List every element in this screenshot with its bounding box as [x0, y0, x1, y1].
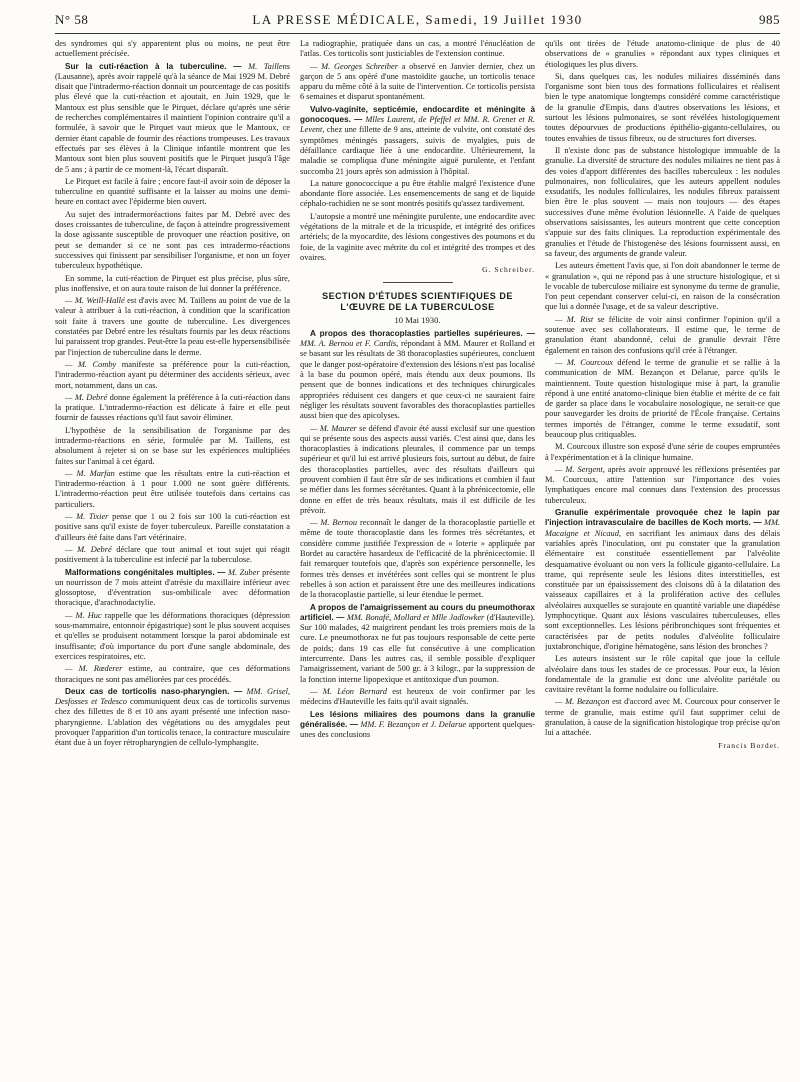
- entry-text: se défend d'avoir été aussi exclusif sur une question qui se présente sous des aspects aussi variés. C'est ainsi que, dans les thoracoplasties à indications pleurales, il commence par un temps supérieur et qu'il lui est arrivé plusieurs fois, surtout au début, de faire des thoracoplasties partielles, avec des résultats d'ailleurs qui prouvent combien il faut être sûr de ses indications et combien il faut se méfier dans les formes sécrétantes. Quant à la phrénicectomie, elle donne en effet de très beaux résultats, mais il est difficile de les prévoir.: [300, 423, 535, 515]
- author: MM. A. Bernou et F. Cardis,: [300, 339, 399, 349]
- entry-text: reconnaît le danger de la thoracoplastie partielle et même de toute thoracoplastie dans les formes très sécrétantes, et considère comme justifiée l'expression de « loterie » appliquée par Bordet au caractère hasardeux de l'efficacité de la phrénicectomie. Il fait remarquer toutefois que, d'après son expérience personnelle, les formes très denses et invétérées sont celles qui se montrent le plus rebelles à son action et paraissent être une des meilleures indications de la thoracoplastie partielle, si leur étendue le permet.: [300, 518, 535, 600]
- entry-text: donne également la préférence à la cuti-réaction dans la pratique. L'intradermo-réaction est délicate à faire et elle peut fournir de fausses réactions qu'il faut savoir éliminer.: [55, 392, 290, 423]
- entry-text: (Lausanne), après avoir rappelé qu'à la séance de Mai 1929 M. Debré disait que l'intradermo-réaction donnait un pourcentage de cas positifs plus élevé que la cuti-réaction et ajoutait, en Juin 1929, que le Mantoux est plus sensible que le Pirquet, déclare qu'après une série de recherches complémentaires il maintient l'opinion contraire qu'il a formulée, à savoir que le Pirquet vaut mieux que le Mantoux, ce dernier étant capable de fournir des réactions trompeuses. Les travaux effectués par ses élèves à la Clinique infantile montrent que les Mantoux sont bien plus souvent positifs que le Pirquet jusqu'à l'âge de 5 ans ; à partir de ce moment-là, l'écart disparaît.: [55, 71, 290, 174]
- entry-title: Les lésions miliaires des poumons dans la granulie généralisée. —: [300, 709, 535, 729]
- paragraph: La nature gonococcique a pu être établie malgré l'existence d'une abondante flore associée. Les ensemencements de sang et de liquide céphalo-rachidien ne se sont montrés positifs qu'assez tardivement.: [300, 178, 535, 209]
- entry-text: estime, au contraire, que ces déformations thoraciques ne sont pas améliorées par ces procédés.: [55, 664, 290, 684]
- paragraph: des syndromes qui s'y apparentent plus ou moins, ne peut être actuellement précisée.: [55, 39, 290, 59]
- author: — M. Bernou: [310, 518, 358, 528]
- paragraph: La radiographie, pratiquée dans un cas, a montré l'énucléation de l'atlas. Ces torticolis sont justiciables de l'extension continue.: [300, 39, 535, 59]
- author: — M. Rœderer: [65, 664, 123, 674]
- paragraph: [55, 568, 290, 609]
- entry-text: pense que 1 ou 2 fois sur 100 la cuti-réaction est positive sans qu'il existe de foyer tuberculeux. Pareille constatation a d'ailleurs été faite dans l'art vétérinaire.: [55, 512, 290, 542]
- author: — M. Tixier: [65, 512, 109, 522]
- paragraph: [300, 329, 535, 422]
- signature: G. Schreiber.: [482, 265, 535, 275]
- paragraph: [55, 62, 290, 175]
- paragraph: [545, 697, 780, 738]
- entry-text: rappelle que les déformations thoraciques (dépression sous-mammaire, entonnoir épigastrique) sont le plus souvent acquises et qu'elles se produisent notamment lorsque la paroi abdominale est insuffisante; d'où importance du port d'une sangle abdominale, des exercices respiratoires, etc.: [55, 610, 290, 661]
- entry-text: (d'Hauteville). Sur 100 malades, 42 maigrirent pendant les trois premiers mois de la cure. Le pneumothorax ne fut pas toujours responsable de cette perte de poids; dans 19 cas elle fut consécutive à une complication intercurrente. Dans les autres cas, il semble possible d'expliquer l'amaigrissement, variant de 500 gr. à 3 kilogr., par la suppression de la fonction interne lipopexique et antitoxique d'un poumon.: [300, 612, 535, 684]
- entry-text: est d'avis avec M. Taillens au point de vue de la valeur à attribuer à la cuti-réaction, à condition que la scarification soit faite à travers une goutte de tuberculine. Les divergences constatées par Debré entre les résultats fournis par les deux réactions lui paraissent trop grandes. Peut-être la peau est-elle hypersensibilisée par l'injection de tuberculine dans le derme.: [55, 296, 290, 357]
- author: MM. F. Bezançon et J. Delarue: [360, 719, 467, 729]
- page-number: 985: [759, 12, 780, 27]
- author: — M. Rist: [555, 314, 594, 324]
- paragraph: [300, 687, 535, 708]
- author: — M. Weill-Hallé: [65, 296, 125, 306]
- author: Mlles Laurent, de Pfeffel et MM. R. Grenet et R. Levent,: [300, 115, 535, 135]
- column-2: [300, 39, 535, 1079]
- entry-title: Vulvo-vaginite, septicémie, endocardite et méningite à gonocoques. —: [300, 104, 535, 125]
- paragraph: [545, 508, 780, 652]
- section-date: 10 Mai 1930.: [394, 314, 441, 325]
- author: — M. Georges Schreiber: [310, 61, 398, 71]
- author: — M. Comby: [65, 359, 117, 369]
- entry-text: communiquent deux cas de torticolis survenus chez des fillettes de 8 et 10 ans ayant présenté une infection naso-pharyngienne. L'ablation des végétations ou des amygdales peut provoquer l'apparition d'un torticolis tenace, la contracture musculaire étant due à un foyer rétropharyngien de cellulo-lymphangite.: [55, 697, 290, 748]
- author: M. Zuber: [228, 567, 260, 577]
- paragraph: L'hypothèse de la sensibilisation de l'organisme par des intradermo-réactions en série, formulée par M. Taillens, est absolument à rejeter si on se base sur les expériences multipliées faites sur l'animal à cet égard.: [55, 425, 290, 466]
- entry-title: A propos des thoracoplasties partielles supérieures. —: [310, 328, 535, 338]
- article-columns: [55, 39, 780, 1079]
- column-3: [545, 39, 780, 1079]
- paragraph: L'autopsie a montré une méningite purulente, une endocardite avec végétations de la mitrale et de la tricuspide, et intégrité des orifices artériels; de la myocardite, des lésions congestives des poumons et du foie, de la vaginite avec métrite du col et intégrité des trompes et des ovaires.: [300, 211, 535, 262]
- paragraph: [55, 611, 290, 662]
- author: — M. Courcoux: [555, 357, 613, 367]
- paragraph: [55, 469, 290, 510]
- paragraph: Le Pirquet est facile à faire ; encore faut-il avoir soin de déposer la tuberculine en quantité suffisante et la laisser au moins une demi-heure en contact avec l'épiderme bien ouvert.: [55, 176, 290, 207]
- entry-title: Malformations congénitales multiples. —: [65, 567, 226, 577]
- author: MM. Macaigne et Nicaud,: [545, 518, 780, 538]
- entry-text: se félicite de voir ainsi confirmer l'opinion qu'il a soutenue avec ses collaborateurs. Il estime que, le terme de granulation étant abandonné, celui de granulie devrait l'être également en raison des confusions qu'il crée à l'étranger.: [545, 314, 780, 355]
- paragraph: [55, 296, 290, 358]
- entry-text: déclare que tout animal et tout sujet qui réagit positivement à la tuberculine est infecté par la tuberculose.: [55, 544, 290, 565]
- entry-text: apportent quelques-unes des conclusions: [300, 719, 535, 740]
- column-1: [55, 39, 290, 1079]
- journal-title: LA PRESSE MÉDICALE, Samedi, 19 Juillet 1930: [252, 12, 583, 27]
- paragraph: [55, 664, 290, 685]
- paragraph: qu'ils ont tirées de l'étude anatomo-clinique de plus de 40 observations de « granulies » répondant aux types cliniques et étiologiques les plus divers.: [545, 39, 780, 69]
- paragraph: Les auteurs insistent sur le rôle capital que joue la cellule alvéolaire dans tous les stades de ce processus. Pour eux, la lésion fondamentale de la granulie est donc une alvéolite pariétale ou cavitaire revêtant la forme nodulaire ou folliculaire.: [545, 654, 780, 695]
- author: — M. Bezançon: [555, 697, 610, 707]
- entry-text: a observé en Janvier dernier, chez un garçon de 5 ans opéré d'une mastoïdite gauche, un torticolis tenace apparu du même côté à la suite de l'intervention. Ce torticolis persista 6 semaines et disparut spontanément.: [300, 61, 535, 102]
- entry-title: Granulie expérimentale provoquée chez le lapin par l'injection intravasculaire de bacilles de Koch morts. —: [545, 508, 780, 528]
- paragraph: [55, 512, 290, 543]
- signature: Francis Bordet.: [718, 740, 780, 750]
- page-header: [55, 12, 780, 34]
- paragraph: [55, 360, 290, 391]
- entry-text: défend le terme de granulie et se rallie à la communication de MM. Bezançon et Delarue, parce qu'ils le maintiennent. Toute question histologique mise à part, la granulie répond à une entité anatomo-clinique bien établie et mérite de ce fait de garder sa place dans le vocabulaire nosologique, ne serait-ce que pour sauvegarder les droits de priorité de l'École française. Certains termes importés de l'étranger, comme le terme exsudatif, sont beaucoup plus critiquables.: [545, 357, 780, 439]
- paragraph: [300, 105, 535, 177]
- entry-title: A propos de l'amaigrissement au cours du pneumothorax artificiel. —: [300, 602, 535, 622]
- author: — M. Sergent,: [555, 464, 605, 474]
- paragraph: Les auteurs émettent l'avis que, si l'on doit abandonner le terme de « granulation », qui ne répond pas à une structure histologique, et si le vocable de tuberculose miliaire est synonyme du terme de granulie, l'on peut cependant conserver celui-ci, en raison de la consécration que lui a donnée l'usage, et de sa valeur descriptive.: [545, 261, 780, 312]
- paragraph: Si, dans quelques cas, les nodules miliaires disséminés dans l'organisme sont bien tous des formations folliculaires et réalisent bien le type anatomique longtemps considéré comme caractéristique de la granulie d'Empis, dans d'autres observations les lésions, et surtout les lésions pulmonaires, se sont révélées histologiquement toutes dépourvues de productions épithélio-giganto-cellulaires, ou toutes envahies de tissus fibreux, ou de structures fort diverses.: [545, 71, 780, 143]
- paragraph: Il n'existe donc pas de substance histologique immuable de la granulie. La diversité de structure des nodules miliaires ne tient pas à des voies d'apport différentes des bacilles tuberculeux : les nodules pulmonaires, non folliculaires, que les auteurs appellent nodules exsudatifs, les nodules folliculaires, les nodules fibreux paraissent bien être le plus souvent — mais non toujours — des étapes successives d'une même évolution lésionnelle. A l'aide de quelques observations saisissantes, les auteurs montrent que cette conception s'appuie sur des faits cliniques. La reproduction expérimentale des granulies et l'étude de l'histogenèse des lésions fournissent aussi, en sa faveur, des arguments de grande valeur.: [545, 145, 780, 258]
- issue-number: N° 58: [55, 12, 89, 27]
- paragraph: [300, 518, 535, 600]
- paragraph: [300, 424, 535, 517]
- paragraph: [300, 603, 535, 685]
- paragraph: [545, 465, 780, 506]
- author: — M. Huc: [65, 610, 102, 620]
- author: M. Taillens: [248, 61, 290, 71]
- paragraph: En somme, la cuti-réaction de Pirquet est plus précise, plus sûre, plus inoffensive, et on aura toute raison de lui donner la préférence.: [55, 273, 290, 293]
- entry-text: est heureux de voir confirmer par les médecins d'Hauteville les faits qu'il avait signalés.: [300, 686, 535, 707]
- paragraph: Au sujet des intradermoréactions faites par M. Debré avec des doses croissantes de tuberculine, de façon à atteindre progressivement la dose agissante susceptible de provoquer une réaction positive, on peut se demander si ce ne sont pas ces intradermo-réactions successives qui finissent par sensibiliser l'organisme, et non un foyer tuberculeux hypothétique.: [55, 209, 290, 271]
- entry-title: Deux cas de torticolis naso-pharyngien. —: [65, 686, 243, 696]
- paragraph: [545, 315, 780, 356]
- paragraph: [55, 393, 290, 424]
- author: — M. Marfan: [65, 468, 115, 478]
- entry-text: est d'accord avec M. Courcoux pour conserver le terme de granulie, mais estime qu'il faut supprimer celui de granulation, à cause de la signification histologique trop précise qu'on lui a attachée.: [545, 697, 780, 738]
- author: — M. Debré: [65, 392, 108, 402]
- author: MM. Bonafé, Mollard et Mlle Jadlowker: [346, 612, 485, 622]
- entry-title: Sur la cuti-réaction à la tuberculine. —: [65, 61, 242, 71]
- paragraph: [300, 62, 535, 103]
- paragraph: [55, 687, 290, 749]
- paragraph: [55, 545, 290, 566]
- author: MM. Grisel, Desfosses et Tedesco: [55, 686, 290, 707]
- author: — M. Léon Bernard: [310, 686, 387, 696]
- entry-text: après avoir approuvé les réflexions présentées par M. Courcoux, attire l'attention sur l'importance des voies lymphatiques encore mal connues dans l'extension des processus tuberculeux.: [545, 464, 780, 505]
- paragraph: [545, 358, 780, 440]
- entry-text: manifeste sa préférence pour la cuti-réaction, l'intradermo-réaction ayant pu déterminer des accidents sérieux, avec mort, notamment, dans un cas.: [55, 359, 290, 390]
- divider: [383, 282, 453, 283]
- author: — M. Debré: [65, 544, 112, 554]
- entry-text: en sacrifiant les animaux dans des délais variables après l'inoculation, ont pu constater que la granulation élémentaire est constituée essentiellement par l'alvéolite desquamative évoluant ou non vers la follicule giganto-cellulaire. La trame, qui représente seule les lésions dites interstitielles, est constituée par un épaississement des cloisons dû à la dilatation des vaisseaux capillaires et à la prolifération active des cellules alvéolaires auxquelles se surajoute en quantité variable une diapédèse lymphocytique. Quant aux lésions vasculaires tuberculeuses, elles sont exceptionnelles. Les lésions péribronchiques sont fréquentes et caractérisées par de petits nodules d'alvéolite folliculaire juxtabronchique, d'origine hématogène, sans lésion des bronches ?: [545, 528, 780, 651]
- entry-text: chez une fillette de 9 ans, atteinte de vulvite, ont constaté des symptômes méningés passagers, suivis de myalgies, puis de défaillance cardiaque liée à une endocardite. Ultérieurement, la maladie se compliqua d'une méningite aiguë purulente, et l'enfant succomba 21 jours après son admission à l'hôpital.: [300, 125, 535, 176]
- entry-text: présente un nourrisson de 7 mois atteint d'atrésie du maxillaire inférieur avec glossoptose, d'éventration sus-ombilicale avec déformation thoracique, d'arachnodactylie.: [55, 567, 290, 608]
- author: — M. Maurer: [310, 423, 357, 433]
- paragraph: [300, 710, 535, 741]
- section-title: SECTION D'ÉTUDES SCIENTIFIQUES DE L'ŒUVRE DE LA TUBERCULOSE: [322, 290, 513, 312]
- entry-text: répondant à MM. Maurer et Rolland et se basant sur les résultats de 38 thoracoplasties supérieures, concluent que le danger post-opératoire d'extension des lésions n'est pas localisé à la base du poumon opéré, mais étendu aux deux poumons. Ils pensent que de bonnes indications et des techniques chirurgicales appropriées réduisent ces dangers et que ceux-ci ne sauraient faire négliger les résultats souvent favorables des thoracoplasties partielles aussi bien que des apicolyses.: [300, 339, 535, 421]
- entry-text: estime que les résultats entre la cuti-réaction et l'intradermo-réaction à 1 pour 1.000 ne sont guère différents. L'intradermo-réaction peut être utilisée toutefois dans certains cas particuliers.: [55, 468, 290, 509]
- paragraph: M. Courcoux illustre son exposé d'une série de coupes empruntées à l'expérimentation et à la clinique humaine.: [545, 442, 780, 462]
